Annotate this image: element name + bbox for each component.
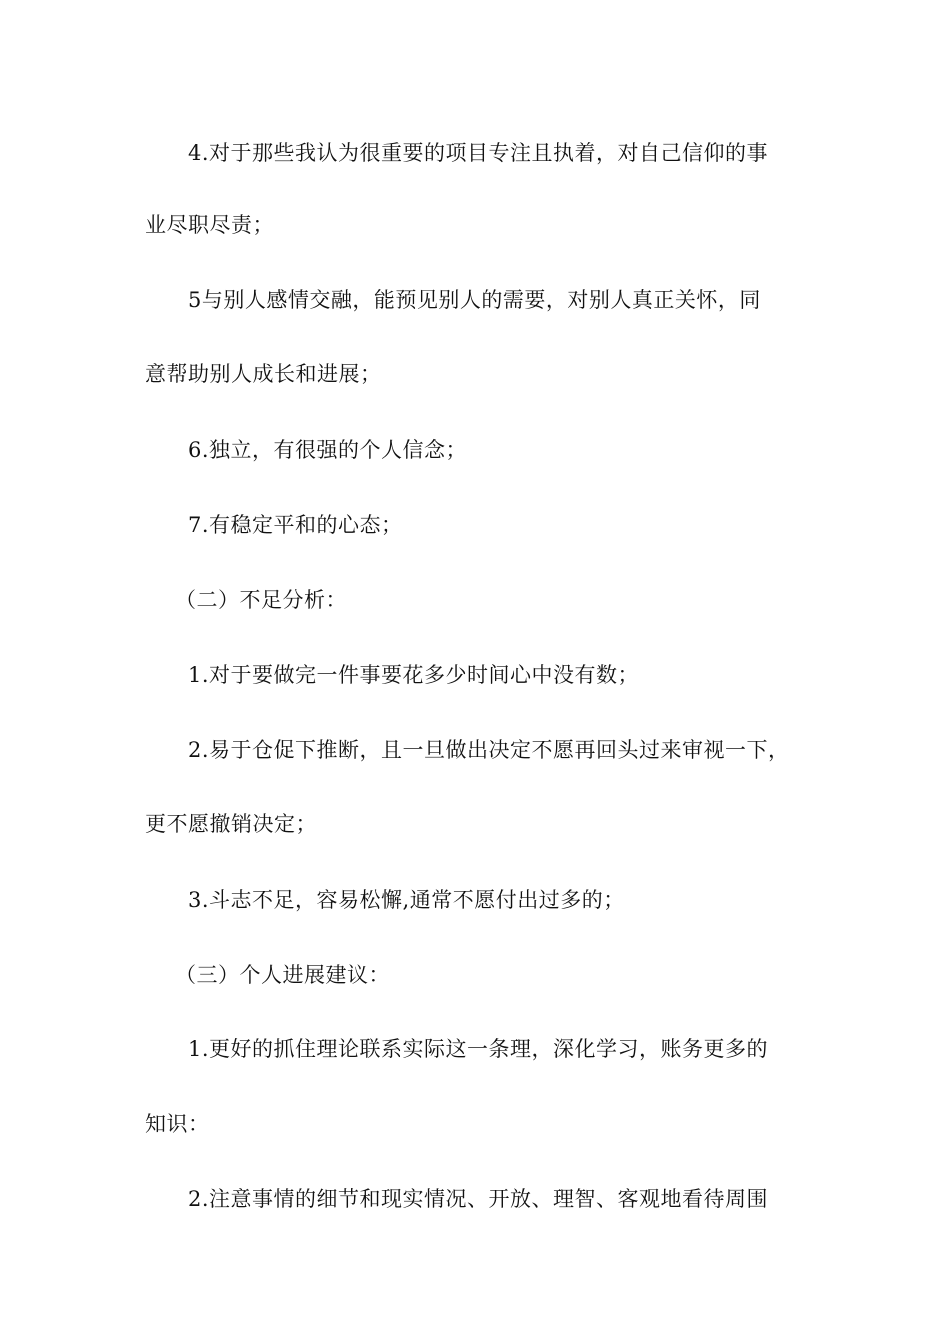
paragraph-line: 7.有稳定平和的心态；: [188, 513, 403, 537]
paragraph-line: 2.易于仓促下推断，且一旦做出决定不愿再回头过来审视一下，: [188, 738, 790, 762]
paragraph-line: 意帮助别人成长和进展；: [145, 362, 382, 386]
paragraph-line: 1.对于要做完一件事要花多少时间心中没有数；: [188, 663, 640, 687]
paragraph-line: 6.独立，有很强的个人信念；: [188, 438, 468, 462]
section-heading: （三）个人进展建议：: [175, 963, 390, 987]
paragraph-line: 知识：: [145, 1112, 210, 1136]
paragraph-line: 4.对于那些我认为很重要的项目专注且执着，对自己信仰的事: [188, 141, 769, 165]
paragraph-line: 5与别人感情交融，能预见别人的需要，对别人真正关怀，同: [188, 288, 761, 312]
paragraph-line: 业尽职尽责；: [145, 213, 274, 237]
paragraph-line: 更不愿撤销决定；: [145, 812, 317, 836]
paragraph-line: 1.更好的抓住理论联系实际这一条理，深化学习，账务更多的: [188, 1037, 769, 1061]
section-heading: （二）不足分析：: [175, 588, 347, 612]
paragraph-line: 3.斗志不足，容易松懈,通常不愿付出过多的；: [188, 888, 625, 912]
paragraph-line: 2.注意事情的细节和现实情况、开放、理智、客观地看待周围: [188, 1187, 769, 1211]
